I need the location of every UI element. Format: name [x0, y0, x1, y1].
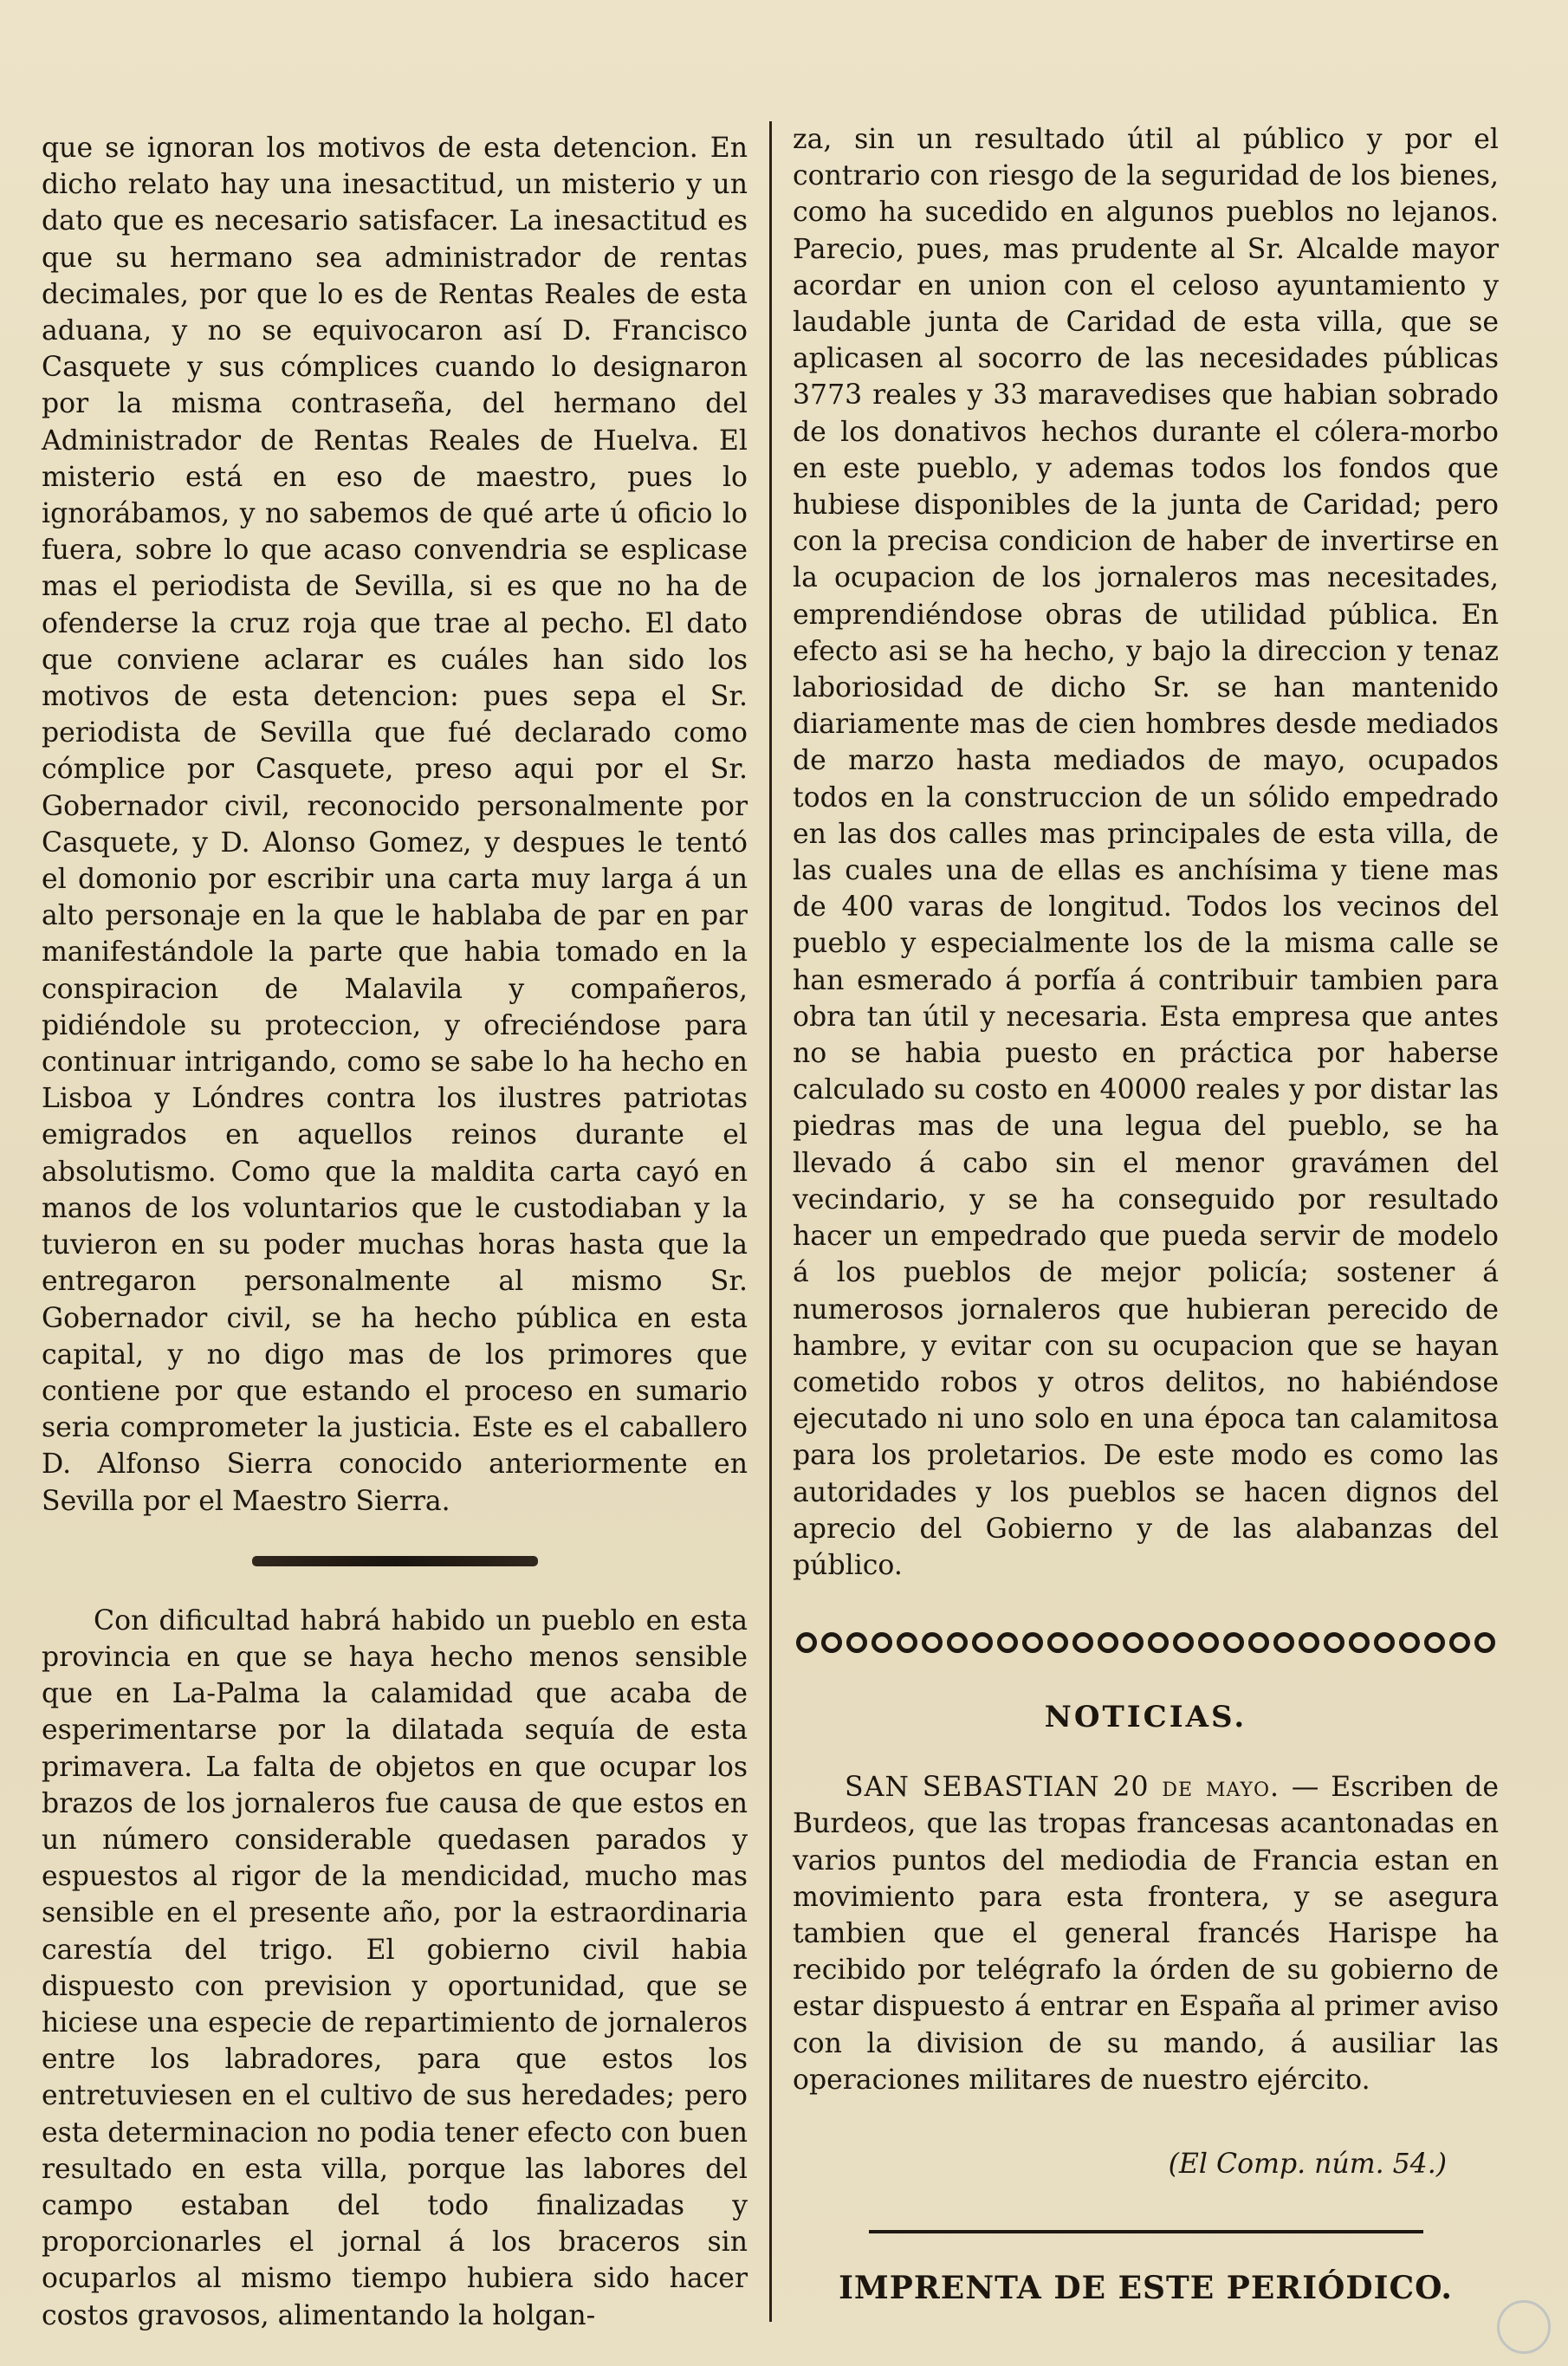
- news-body: Escriben de Burdeos, que las tropas francesas acantonadas en varios puntos del mediodia de Francia estan en movimiento para esta frontera, y se asegura tambien que el general francés Harispe ha recibido por telégrafo la órden de su gobierno de estar dispuesto á entrar en España al primer aviso con la division de su mando, á ausiliar las operaciones militares de nuestro ejército.: [793, 1772, 1499, 2096]
- right-column: [793, 121, 1499, 2306]
- article-continuation-paragraph: que se ignoran los motivos de esta detencion. En dicho relato hay una inesactitud, un misterio y un dato que es necesario satisfacer. La inesactitud es que su hermano sea administrador de rentas decimales, por que lo es de Rentas Reales de esta aduana, y no se equivocaron así D. Francisco Casquete y sus cómplices cuando lo designaron por la misma contraseña, del hermano del Administrador de Rentas Reales de Huelva. El misterio está en eso de maestro, pues lo ignorábamos, y no sabemos de qué arte ú oficio lo fuera, sobre lo que acaso convendria se esplicase mas el periodista de Sevilla, si es que no ha de ofenderse la cruz roja que trae al pecho. El dato que conviene aclarar es cuáles han sido los motivos de esta detencion: pues sepa el Sr. periodista de Sevilla que fué declarado como cómplice por Casquete, preso aqui por el Sr. Gobernador civil, reconocido personalmente por Casquete, y D. Alonso Gomez, y despues le tentó el domonio por escribir una carta muy larga á un alto personaje en la que le hablaba de par en par manifestándole la parte que habia tomado en la conspiracion de Malavila y compañeros, pidiéndole su proteccion, y ofreciéndose para continuar intrigando, como se sabe lo ha hecho en Lisboa y Lóndres contra los ilustres patriotas emigrados en aquellos reinos durante el absolutismo. Como que la maldita carta cayó en manos de los voluntarios que le custodiaban y la tuvieron en su poder muchas horas hasta que la entregaron personalmente al mismo Sr. Gobernador civil, se ha hecho pública en esta capital, y no digo mas de los primores que contiene por que estando el proceso en sumario seria comprometer la justicia. Este es el caballero D. Alfonso Sierra conocido anteriormente en Sevilla por el Maestro Sierra.: [42, 133, 748, 1517]
- column-divider-rule: [769, 121, 772, 2322]
- la-palma-article-continuation: za, sin un resultado útil al público y por el contrario con riesgo de la seguridad de los bienes, como ha sucedido en algunos pueblos no lejanos. Parecio, pues, mas prudente al Sr. Alcalde mayor acordar en union con el celoso ayuntamiento y laudable junta de Caridad de esta villa, que se aplicasen al socorro de las necesidades públicas 3773 reales y 33 maravedises que habian sobrado de los donativos hechos durante el cólera-morbo en este pueblo, y ademas todos los fondos que hubiese disponibles de la junta de Caridad; pero con la precisa condicion de haber de invertirse en la ocupacion de los jornaleros mas necesitades, emprendiéndose obras de utilidad pública. En efecto asi se ha hecho, y bajo la direccion y tenaz laboriosidad de dicho Sr. se han mantenido diariamente mas de cien hombres desde mediados de marzo hasta mediados de mayo, ocupados todos en la construccion de un sólido empedrado en las dos calles mas principales de esta villa, de las cuales una de ellas es anchísima y tiene mas de 400 varas de longitud. Todos los vecinos del pueblo y especialmente los de la misma calle se han esmerado á porfía á contribuir tambien para obra tan útil y necesaria. Esta empresa que antes no se habia puesto en práctica por haberse calculado su costo en 40000 reales y por distar las piedras mas de una legua del pueblo, se ha llevado á cabo sin el menor gravámen del vecindario, y se ha conseguido por resultado hacer un empedrado que pueda servir de modelo á los pueblos de mejor policía; sostener á numerosos jornaleros que hubieran perecido de hambre, y evitar con su ocupacion que se hayan cometido robos y otros delitos, no habiéndose ejecutado ni uno solo en una época tan calamitosa para los proletarios. De este modo es como las autoridades y los pueblos se hacen dignos del aprecio del Gobierno y de las alabanzas del público.: [793, 124, 1499, 1581]
- news-dateline: SAN SEBASTIAN 20 de mayo.: [845, 1772, 1280, 1804]
- ornamental-border: [793, 1632, 1499, 1667]
- news-item-san-sebastian: SAN SEBASTIAN 20 de mayo. — Escriben de Burdeos, que las tropas francesas acantonadas en varios puntos del mediodia de Francia estan en movimiento para esta frontera, y se asegura tambien que el general francés Harispe ha recibido por telégrafo la órden de su gobierno de estar dispuesto á entrar en España al primer aviso con la division de su mando, á ausiliar las operaciones militares de nuestro ejército.: [793, 1772, 1499, 2096]
- library-stamp-icon: [1497, 2300, 1551, 2354]
- section-separator-rule: [252, 1556, 538, 1566]
- left-column: [42, 130, 748, 2334]
- printer-imprint: IMPRENTA DE ESTE PERIÓDICO.: [839, 2269, 1453, 2306]
- news-source-citation: (El Comp. núm. 54.): [1168, 2148, 1447, 2180]
- section-title-noticias: NOTICIAS.: [1044, 1700, 1247, 1735]
- la-palma-article-paragraph: Con dificultad habrá habido un pueblo en esta provincia en que se haya hecho menos sensible que en La-Palma la calamidad que acaba de esperimentarse por la dilatada sequía de esta primavera. La falta de objetos en que ocupar los brazos de los jornaleros fue causa de que estos en un número considerable quedasen parados y espuestos al rigor de la mendicidad, mucho mas sensible en el presente año, por la estraordinaria carestía del trigo. El gobierno civil habia dispuesto con prevision y oportunidad, que se hiciese una especie de repartimiento de jornaleros entre los labradores, para que estos los entretuviesen en el cultivo de sus heredades; pero esta determinacion no podia tener efecto con buen resultado en esta villa, porque las labores del campo estaban del todo finalizadas y proporcionarles el jornal á los braceros sin ocuparlos al mismo tiempo hubiera sido hacer costos gravosos, alimentando la holgan-: [42, 1604, 748, 2331]
- footer-rule: [869, 2230, 1423, 2233]
